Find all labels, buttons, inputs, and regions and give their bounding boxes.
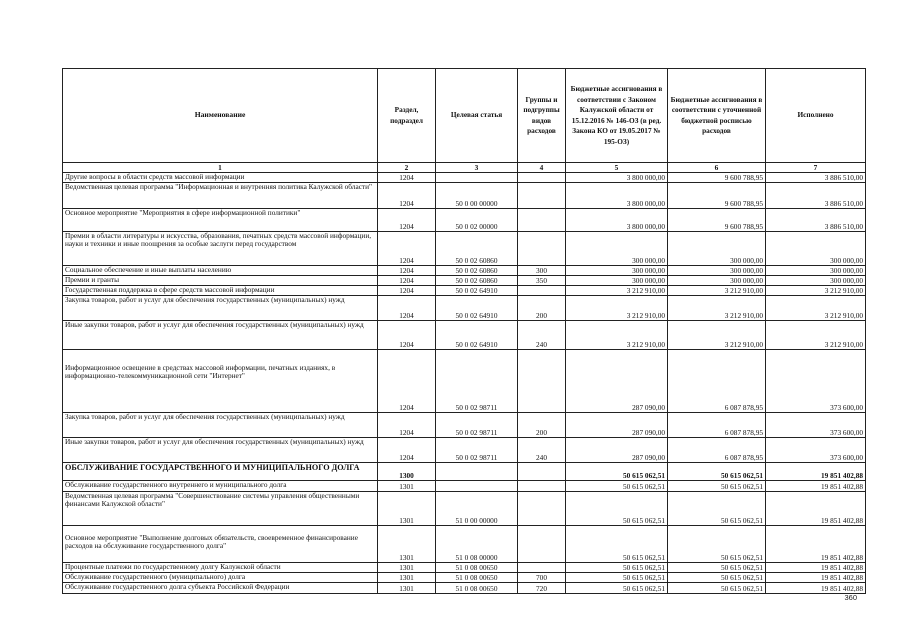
table-row (63, 350, 866, 413)
row-budget: 50 615 062,51 (668, 492, 766, 526)
row-executed: 3 886 510,00 (766, 209, 866, 232)
table-row (63, 276, 866, 286)
row-law: 287 090,00 (566, 413, 668, 438)
row-group: 240 (518, 438, 566, 463)
row-executed: 300 000,00 (766, 232, 866, 266)
header-assign-law: Бюджетные ассигнования в соответствии с Законом Калужской области от 15.12.2016 № 146-ОЗ (в ред. Закона КО от 19.05.2017 № 195-ОЗ) (566, 69, 668, 163)
row-target: 50 0 02 60860 (436, 232, 518, 266)
row-group (518, 173, 566, 183)
row-group (518, 492, 566, 526)
row-section: 1204 (378, 413, 436, 438)
row-target: 50 0 00 00000 (436, 183, 518, 209)
row-section: 1204 (378, 232, 436, 266)
table-row (63, 183, 866, 209)
row-name: Ведомственная целевая программа "Совершенствование системы управления общественными финансами Калужской области" (63, 492, 378, 526)
row-executed: 19 851 402,88 (766, 573, 866, 583)
table-row (63, 438, 866, 463)
row-section: 1301 (378, 492, 436, 526)
row-section: 1204 (378, 350, 436, 413)
row-target: 50 0 02 64910 (436, 296, 518, 321)
row-section: 1204 (378, 209, 436, 232)
row-law: 300 000,00 (566, 266, 668, 276)
row-name: Ведомственная целевая программа "Информационная и внутренняя политика Калужской области" (63, 183, 378, 209)
row-budget: 50 615 062,51 (668, 573, 766, 583)
header-target: Целевая статья (436, 69, 518, 163)
row-executed: 373 600,00 (766, 350, 866, 413)
row-group: 720 (518, 583, 566, 594)
row-executed: 19 851 402,88 (766, 526, 866, 563)
table-row (63, 266, 866, 276)
table-row (63, 413, 866, 438)
row-name: Информационное освещение в средствах массовой информации, печатных изданиях, в информационно-телекоммуникационной сети "Интернет" (63, 350, 378, 413)
row-section: 1204 (378, 286, 436, 296)
row-budget: 6 087 878,95 (668, 413, 766, 438)
row-group: 700 (518, 573, 566, 583)
row-law: 50 615 062,51 (566, 463, 668, 481)
row-law: 50 615 062,51 (566, 563, 668, 573)
table-row (63, 573, 866, 583)
row-law: 3 800 000,00 (566, 209, 668, 232)
row-target: 50 0 02 60860 (436, 276, 518, 286)
row-section: 1204 (378, 321, 436, 350)
row-group: 200 (518, 413, 566, 438)
header-row (63, 69, 866, 163)
row-target (436, 463, 518, 481)
row-law: 50 615 062,51 (566, 526, 668, 563)
row-name: Иные закупки товаров, работ и услуг для обеспечения государственных (муниципальных) нужд (63, 321, 378, 350)
row-executed: 300 000,00 (766, 276, 866, 286)
table-row (63, 583, 866, 594)
row-target: 50 0 02 64910 (436, 321, 518, 350)
header-section: Раздел, подраздел (378, 69, 436, 163)
row-group (518, 286, 566, 296)
column-number: 5 (566, 163, 668, 173)
row-target: 50 0 02 00000 (436, 209, 518, 232)
row-target: 51 0 08 00000 (436, 526, 518, 563)
row-budget: 9 600 788,95 (668, 173, 766, 183)
row-executed: 19 851 402,88 (766, 583, 866, 594)
page-number: 360 (844, 593, 857, 602)
row-law: 50 615 062,51 (566, 481, 668, 492)
row-target: 51 0 00 00000 (436, 492, 518, 526)
row-name: ОБСЛУЖИВАНИЕ ГОСУДАРСТВЕННОГО И МУНИЦИПАЛЬНОГО ДОЛГА (63, 463, 378, 481)
row-target: 51 0 08 00650 (436, 583, 518, 594)
column-number: 2 (378, 163, 436, 173)
row-section: 1204 (378, 183, 436, 209)
row-law: 3 212 910,00 (566, 296, 668, 321)
row-name: Обслуживание государственного внутреннего и муниципального долга (63, 481, 378, 492)
row-executed: 300 000,00 (766, 266, 866, 276)
table-row (63, 321, 866, 350)
row-group (518, 563, 566, 573)
row-name: Процентные платежи по государственному долгу Калужской области (63, 563, 378, 573)
row-budget: 6 087 878,95 (668, 350, 766, 413)
row-section: 1301 (378, 526, 436, 563)
row-name: Основное мероприятие "Мероприятия в сфере информационной политики" (63, 209, 378, 232)
header-groups: Группы и подгруппы видов расходов (518, 69, 566, 163)
row-executed: 3 212 910,00 (766, 321, 866, 350)
row-section: 1204 (378, 276, 436, 286)
row-law: 50 615 062,51 (566, 492, 668, 526)
column-number: 1 (63, 163, 378, 173)
row-budget: 300 000,00 (668, 266, 766, 276)
row-budget: 9 600 788,95 (668, 183, 766, 209)
row-section: 1204 (378, 296, 436, 321)
row-group: 200 (518, 296, 566, 321)
header-executed: Исполнено (766, 69, 866, 163)
column-number: 3 (436, 163, 518, 173)
row-section: 1301 (378, 573, 436, 583)
row-law: 3 212 910,00 (566, 321, 668, 350)
row-law: 50 615 062,51 (566, 583, 668, 594)
table-row (63, 286, 866, 296)
row-executed: 3 886 510,00 (766, 183, 866, 209)
row-budget: 50 615 062,51 (668, 463, 766, 481)
header-assign-budget: Бюджетные ассигнования в соответствии с уточненной бюджетной росписью расходов (668, 69, 766, 163)
row-section: 1204 (378, 173, 436, 183)
row-executed: 19 851 402,88 (766, 492, 866, 526)
row-name: Закупка товаров, работ и услуг для обеспечения государственных (муниципальных) нужд (63, 413, 378, 438)
row-name: Премии и гранты (63, 276, 378, 286)
row-target: 51 0 08 00650 (436, 563, 518, 573)
row-group: 240 (518, 321, 566, 350)
row-group (518, 350, 566, 413)
row-name: Социальное обеспечение и иные выплаты населению (63, 266, 378, 276)
row-target: 50 0 02 98711 (436, 413, 518, 438)
row-executed: 3 212 910,00 (766, 286, 866, 296)
row-budget: 50 615 062,51 (668, 481, 766, 492)
row-budget: 300 000,00 (668, 232, 766, 266)
row-group (518, 232, 566, 266)
row-group: 350 (518, 276, 566, 286)
row-budget: 300 000,00 (668, 276, 766, 286)
row-name: Обслуживание государственного долга субъекта Российской Федерации (63, 583, 378, 594)
row-executed: 19 851 402,88 (766, 563, 866, 573)
row-budget: 50 615 062,51 (668, 583, 766, 594)
row-budget: 50 615 062,51 (668, 563, 766, 573)
row-law: 300 000,00 (566, 276, 668, 286)
column-number: 7 (766, 163, 866, 173)
table-row (63, 296, 866, 321)
row-budget: 9 600 788,95 (668, 209, 766, 232)
column-number: 6 (668, 163, 766, 173)
row-executed: 3 886 510,00 (766, 173, 866, 183)
row-executed: 19 851 402,88 (766, 463, 866, 481)
row-target (436, 173, 518, 183)
row-budget: 3 212 910,00 (668, 296, 766, 321)
row-executed: 373 600,00 (766, 438, 866, 463)
table-row (63, 232, 866, 266)
table-row (63, 492, 866, 526)
row-law: 3 800 000,00 (566, 173, 668, 183)
row-name: Иные закупки товаров, работ и услуг для обеспечения государственных (муниципальных) нужд (63, 438, 378, 463)
row-name: Закупка товаров, работ и услуг для обеспечения государственных (муниципальных) нужд (63, 296, 378, 321)
row-group (518, 526, 566, 563)
row-law: 287 090,00 (566, 438, 668, 463)
row-target: 50 0 02 98711 (436, 438, 518, 463)
header-name: Наименование (63, 69, 378, 163)
row-law: 300 000,00 (566, 232, 668, 266)
row-budget: 3 212 910,00 (668, 286, 766, 296)
row-target: 50 0 02 64910 (436, 286, 518, 296)
row-group (518, 209, 566, 232)
row-executed: 3 212 910,00 (766, 296, 866, 321)
row-section: 1204 (378, 266, 436, 276)
row-group (518, 463, 566, 481)
row-name: Государственная поддержка в сфере средств массовой информации (63, 286, 378, 296)
row-law: 287 090,00 (566, 350, 668, 413)
table-row (63, 463, 866, 481)
row-target: 50 0 02 60860 (436, 266, 518, 276)
row-section: 1301 (378, 563, 436, 573)
row-group (518, 183, 566, 209)
row-budget: 50 615 062,51 (668, 526, 766, 563)
row-executed: 373 600,00 (766, 413, 866, 438)
table-row (63, 563, 866, 573)
row-group (518, 481, 566, 492)
table-row (63, 481, 866, 492)
row-name: Другие вопросы в области средств массовой информации (63, 173, 378, 183)
row-budget: 6 087 878,95 (668, 438, 766, 463)
column-number-row (63, 163, 866, 173)
table-row (63, 173, 866, 183)
row-section: 1301 (378, 481, 436, 492)
row-section: 1204 (378, 438, 436, 463)
table-row (63, 209, 866, 232)
row-law: 3 800 000,00 (566, 183, 668, 209)
row-law: 50 615 062,51 (566, 573, 668, 583)
row-name: Премии в области литературы и искусства, образования, печатных средств массовой информации, науки и техники и иные поощрения за особые заслуги перед государством (63, 232, 378, 266)
row-budget: 3 212 910,00 (668, 321, 766, 350)
row-section: 1301 (378, 583, 436, 594)
row-executed: 19 851 402,88 (766, 481, 866, 492)
row-target: 50 0 02 98711 (436, 350, 518, 413)
table-row (63, 526, 866, 563)
row-name: Обслуживание государственного (муниципального) долга (63, 573, 378, 583)
budget-table (62, 68, 866, 594)
row-name: Основное мероприятие "Выполнение долговых обязательств, своевременное финансирование расходов на обслуживание государственного долга" (63, 526, 378, 563)
row-target: 51 0 08 00650 (436, 573, 518, 583)
row-law: 3 212 910,00 (566, 286, 668, 296)
row-group: 300 (518, 266, 566, 276)
row-section: 1300 (378, 463, 436, 481)
column-number: 4 (518, 163, 566, 173)
row-target (436, 481, 518, 492)
